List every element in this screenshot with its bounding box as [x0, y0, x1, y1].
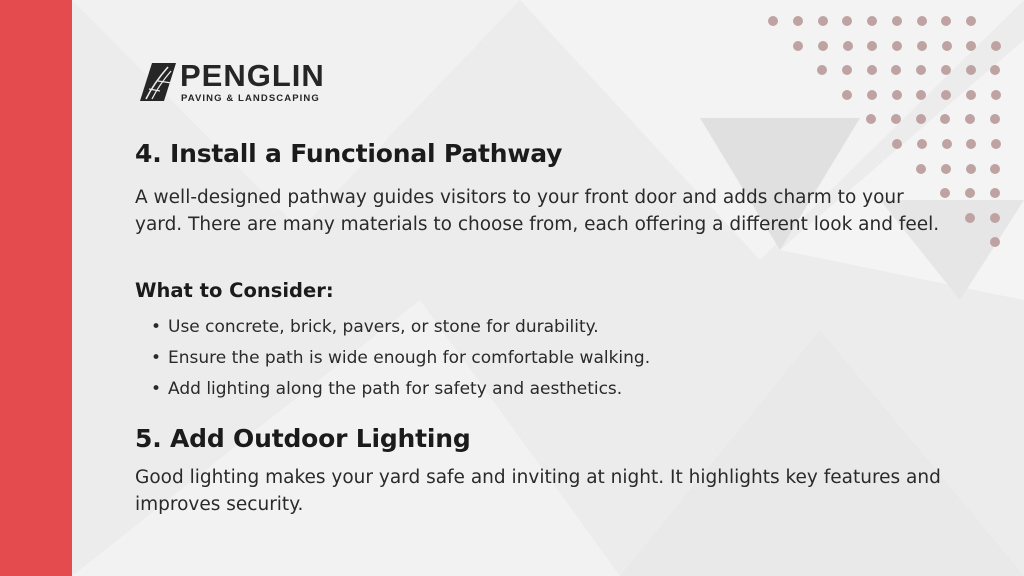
- decorative-dot: [867, 41, 877, 51]
- decorative-dot: [768, 16, 778, 26]
- decorative-dot: [916, 90, 926, 100]
- decorative-dot: [990, 164, 1000, 174]
- paragraph-line: yard. There are many materials to choose from, each offering a different look and feel.: [135, 214, 940, 235]
- bullet-icon: •: [151, 348, 162, 368]
- bullet-icon: •: [151, 317, 162, 337]
- decorative-dot: [793, 16, 803, 26]
- list-item: [135, 374, 650, 405]
- decorative-dot: [916, 114, 926, 124]
- decorative-dot: [892, 90, 902, 100]
- decorative-dot: [818, 16, 828, 26]
- decorative-dot: [793, 41, 803, 51]
- decorative-dot: [966, 16, 976, 26]
- logo-mark-icon: [138, 61, 178, 103]
- decorative-dot: [867, 16, 877, 26]
- subheading-what-to-consider: What to Consider:: [135, 279, 334, 302]
- decorative-dot: [892, 139, 902, 149]
- section-heading-pathway: 4. Install a Functional Pathway: [135, 139, 563, 168]
- decorative-dot: [991, 41, 1001, 51]
- bullet-list: [135, 312, 650, 405]
- decorative-dot: [867, 65, 877, 75]
- decorative-dot: [991, 139, 1001, 149]
- decorative-dot: [941, 164, 951, 174]
- list-item-text: Add lighting along the path for safety and aesthetics.: [168, 379, 623, 399]
- bullet-icon: •: [151, 379, 162, 399]
- decorative-dot: [941, 65, 951, 75]
- brand-logo: [138, 60, 338, 106]
- section-paragraph-pathway: [135, 184, 975, 238]
- accent-sidebar-bar: [0, 0, 72, 576]
- decorative-dot: [966, 90, 976, 100]
- decorative-dot: [916, 164, 926, 174]
- decorative-dot: [990, 213, 1000, 223]
- decorative-dot: [942, 139, 952, 149]
- decorative-dot: [818, 41, 828, 51]
- section-heading-lighting: 5. Add Outdoor Lighting: [135, 424, 471, 453]
- paragraph-line: A well-designed pathway guides visitors to your front door and adds charm to your: [135, 187, 904, 208]
- list-item: [135, 312, 650, 343]
- list-item-text: Use concrete, brick, pavers, or stone for durability.: [168, 317, 599, 337]
- decorative-dot: [966, 65, 976, 75]
- brand-tagline: PAVING & LANDSCAPING: [181, 93, 320, 104]
- decorative-dot: [892, 41, 902, 51]
- decorative-dot: [842, 90, 852, 100]
- list-item: [135, 343, 650, 374]
- decorative-dot: [917, 139, 927, 149]
- decorative-dot: [941, 90, 951, 100]
- decorative-dot: [966, 164, 976, 174]
- decorative-dot: [867, 90, 877, 100]
- decorative-dot: [843, 41, 853, 51]
- decorative-dot: [917, 41, 927, 51]
- decorative-dot: [990, 188, 1000, 198]
- decorative-dot: [842, 65, 852, 75]
- paragraph-line: Good lighting makes your yard safe and inviting at night. It highlights key features and: [135, 467, 941, 488]
- paragraph-line: improves security.: [135, 494, 304, 515]
- decorative-dot: [892, 16, 902, 26]
- decorative-dot: [942, 41, 952, 51]
- decorative-dot: [917, 16, 927, 26]
- section-paragraph-lighting: [135, 464, 975, 518]
- brand-name: PENGLIN: [180, 58, 325, 93]
- list-item-text: Ensure the path is wide enough for comfortable walking.: [168, 348, 651, 368]
- decorative-dot: [991, 90, 1001, 100]
- decorative-dot: [966, 41, 976, 51]
